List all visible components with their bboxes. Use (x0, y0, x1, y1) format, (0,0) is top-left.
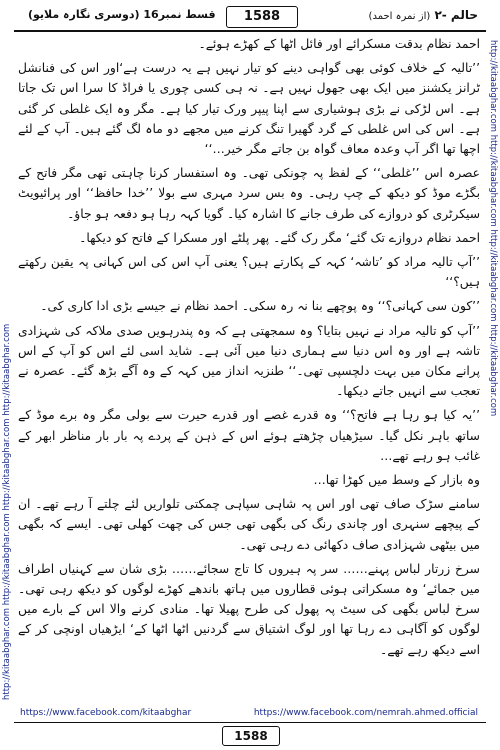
footer-facebook-link-kitaabghar[interactable]: https://www.facebook.com/kitaabghar (20, 708, 192, 718)
right-side-watermark (486, 40, 498, 700)
right-side-url[interactable]: http://kitaabghar.com http://kitaabghar.com http://kitaabghar.com http://kitaabghar.com (488, 40, 498, 417)
footer-facebook-link-author[interactable]: https://www.facebook.com/nemrah.ahmed.official (253, 708, 478, 718)
paragraph: وہ بازار کے وسط میں کھڑا تھا… (313, 473, 480, 488)
footer-page-number: 1588 (222, 726, 280, 746)
left-side-watermark (2, 40, 14, 700)
paragraph: سرخ زرتار لباس پہنے…… سر پہ ہیروں کا تاج سجائے…… بڑی شان سے کہنیاں اطراف میں جمائے‘ وہ مسکراتی ہوئی قطاروں میں ہاتھ باندھے کھڑے لوگوں کو دیکھ رہی تھی۔ سرخ لباس بگھی کی سیٹ پہ پھول کی طرح پھیلا تھا۔ منادی کرنے والا اس کے بارے میں لوگوں کو آگاہی دے رہا تھا اور لوگ اشتیاق سے گردنیں اٹھا اٹھا کے‘ ایڑھیاں اونچی کر کے اسے دیکھ رہے تھے۔ (18, 561, 480, 657)
story-text (18, 34, 480, 704)
paragraph: ’’کون سی کہانی؟‘‘ وہ پوچھے بنا نہ رہ سکی۔ احمد نظام نے جیسے بڑی ادا کاری کی۔ (40, 299, 480, 314)
paragraph: احمد نظام بدقت مسکرائے اور فائل اٹھا کے کھڑے ہوئے۔ (198, 37, 480, 51)
page-footer (0, 702, 500, 750)
author-name: (از نمرہ احمد) (368, 11, 431, 22)
paragraph: احمد نظام دروازے تک گئے‘ مگر رک گئے۔ پھر پلٹے اور مسکرا کے فاتح کو دیکھا۔ (79, 230, 480, 245)
left-side-url[interactable]: http://kitaabghar.com http://kitaabghar.com http://kitaabghar.com http://kitaabghar.com (2, 323, 12, 700)
paragraph: ’’یہ کیا ہو رہا ہے فاتح؟‘‘ وہ قدرے غصے اور قدرے حیرت سے بولی مگر وہ برے موڈ کے ساتھ باہر نکل گیا۔ سیڑھیاں چڑھتے ہوئے اس کے ذہن کے پردے پہ بار بار مناظر ابھر کے غائب ہو رہے تھے… (18, 408, 480, 463)
episode-label: قسط نمبر16 (دوسری نگارہ ملایو) (28, 8, 216, 21)
paragraph: سامنے سڑک صاف تھی اور اس پہ شاہی سپاہی چمکتی تلواریں لئے چلتے آ رہے تھے۔ ان کے پیچھے سنہری اور چاندی رنگ کی بگھی تھی جس کی چھت کھلی تھی۔ ایسے کہ بگھی میں بیٹھی شہزادی صاف دکھائی دے رہی تھی۔ (18, 497, 480, 552)
page-header (14, 6, 486, 32)
header-page-number: 1588 (226, 6, 298, 28)
paragraph: عصرہ اس ’’غلطی‘‘ کے لفظ پہ چونکی تھی۔ وہ استفسار کرنا چاہتی تھی مگر فاتح کے بگڑے موڈ کو دیکھ کے چپ رہی۔ وہ بس سرد مہری سے بولا ’’خدا حافظ‘‘ اور پرائیویٹ سیکرٹری کو دروازے کی طرف جانے کا اشارہ کیا۔ گویا کہہ رہا ہو دفعہ ہو جاؤ۔ (18, 166, 480, 221)
paragraph: ’’تالیہ کے خلاف کوئی بھی گواہی دینے کو تیار نہیں ہے یہ درست ہے‘اور اس کی فنانشل ٹرانز یکشنز میں ایک بھی جھول نہیں ہے۔ نہ ہی کسی چوری یا فراڈ کا سرا اس تک جاتا ہے۔ اس لڑکی نے بڑی ہوشیاری سے اپنا پیپر ورک تیار کیا ہے۔ مگر وہ ایک غلطی کر گئی ہے۔ اس کی اس غلطی کے گرد گھیرا تنگ کرنے میں مجھے دو ماہ لگ گئے ہیں۔ آپ کے لئے اچھا تھا اگر آپ وعدہ معاف گواہ بن جاتے مگر خیر…‘‘ (18, 61, 480, 157)
paragraph: ’’آپ تالیہ مراد کو ’تاشہ‘ کہہ کے پکارتے ہیں؟ یعنی آپ اس کی اس کہانی پہ یقین رکھتے ہیں؟‘‘ (18, 255, 480, 290)
novel-title-block (369, 8, 478, 22)
paragraph: ’’آپ کو تالیہ مراد نے نہیں بتایا؟ وہ سمجھتی ہے کہ وہ پندرہویں صدی ملاکہ کی شہزادی تاشہ ہے اور وہ اس دنیا سے ہماری دنیا میں آئی ہے۔ شاید اسی لئے اس کو آپ کے اس پرانے مکان میں بہت دلچسپی تھی۔‘‘ طنزیہ انداز میں کہہ کے وہ آگے بڑھ گئے۔ عصرہ نے تعجب سے انہیں جاتے دیکھا۔ (18, 323, 480, 399)
novel-title: حالم -۲ (434, 8, 478, 22)
footer-divider (14, 722, 486, 723)
